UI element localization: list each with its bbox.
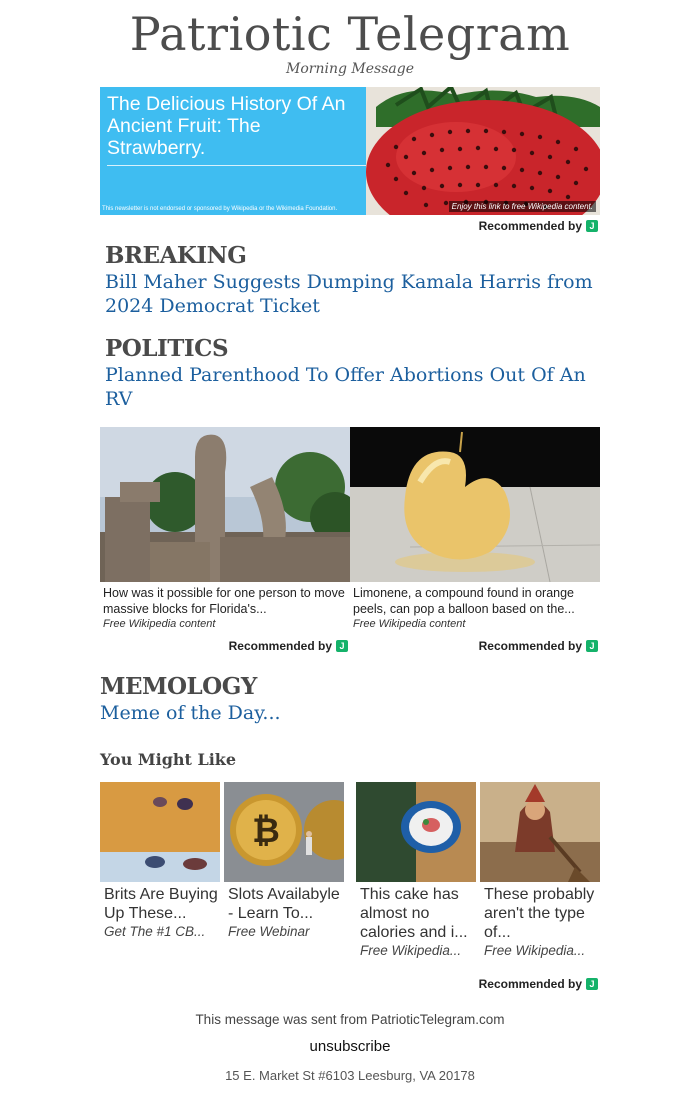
politics-heading: POLITICS xyxy=(105,335,229,362)
hero-ad-banner[interactable] xyxy=(100,87,600,215)
recommended-label: Recommended by xyxy=(478,977,582,991)
svg-text:₿: ₿ xyxy=(252,811,280,851)
recommended-label: Recommended by xyxy=(478,219,582,233)
grid-card-cake[interactable] xyxy=(356,782,476,960)
memology-heading: MEMOLOGY xyxy=(100,673,257,700)
bitcoin-image[interactable] xyxy=(224,782,344,882)
grid-card-title[interactable]: Slots Availabyle - Learn To... xyxy=(228,886,340,922)
limonene-source: Free Wikipedia content xyxy=(353,618,466,630)
hero-divider xyxy=(107,165,372,166)
you-might-like-grid xyxy=(100,782,600,972)
coral-castle-card[interactable] xyxy=(100,427,350,631)
coral-castle-text[interactable]: How was it possible for one person to move massive blocks for Florida's... xyxy=(103,586,345,616)
recommend-logo-icon: J xyxy=(586,978,598,990)
grid-card-source: Free Webinar xyxy=(228,924,310,939)
breaking-heading: BREAKING xyxy=(105,242,247,269)
limonene-card[interactable] xyxy=(350,427,600,631)
footer-address: 15 E. Market St #6103 Leesburg, VA 20178 xyxy=(225,1068,475,1083)
recommended-label: Recommended by xyxy=(228,639,332,653)
brand-title[interactable]: Patriotic Telegram xyxy=(129,7,571,61)
unsubscribe-link[interactable]: unsubscribe xyxy=(309,1038,391,1055)
grid-card-source: Get The #1 CB... xyxy=(104,924,206,939)
gummies-image[interactable] xyxy=(100,782,220,882)
politics-headline-link[interactable]: Planned Parenthood To Offer Abortions Out Of An RV xyxy=(105,364,586,410)
newsletter xyxy=(100,0,600,991)
recommended-pair xyxy=(100,427,600,657)
recommended-by-grid[interactable] xyxy=(479,977,598,991)
recommend-logo-icon: J xyxy=(336,640,348,652)
grid-card-source: Free Wikipedia... xyxy=(360,943,462,958)
grid-card-witch[interactable] xyxy=(480,782,600,960)
grid-card-title[interactable]: This cake has almost no calories and i... xyxy=(360,886,468,941)
recommended-by-hero[interactable] xyxy=(479,219,598,233)
recommend-logo-icon: J xyxy=(586,640,598,652)
recommended-by-right[interactable] xyxy=(479,639,598,653)
memology-section xyxy=(100,673,595,725)
politics-section xyxy=(105,335,600,411)
balloon-image[interactable] xyxy=(350,427,600,582)
breaking-headline-link[interactable]: Bill Maher Suggests Dumping Kamala Harris from 2024 Democrat Ticket xyxy=(105,271,593,317)
hero-caption: Enjoy this link to free Wikipedia content. xyxy=(449,201,596,212)
hero-title[interactable]: The Delicious History Of An Ancient Fruit: The Strawberry. xyxy=(107,93,346,159)
hero-disclaimer: This newsletter is not endorsed or sponsored by Wikipedia or the Wikimedia Foundation. xyxy=(102,206,338,212)
you-might-like-heading: You Might Like xyxy=(100,750,237,769)
grid-card-slots[interactable] xyxy=(224,782,344,941)
recommended-by-left[interactable] xyxy=(229,639,348,653)
tagline: Morning Message xyxy=(286,61,414,77)
recommend-logo-icon: J xyxy=(586,220,598,232)
footer-sent-from: This message was sent from PatrioticTelegram.com xyxy=(195,1012,505,1027)
meme-of-day-link[interactable]: Meme of the Day... xyxy=(100,702,281,724)
strawberry-image[interactable] xyxy=(366,87,600,215)
grid-card-title[interactable]: These probably aren't the type of... xyxy=(484,886,595,941)
masthead xyxy=(100,8,600,78)
illustration-image[interactable] xyxy=(480,782,600,882)
coral-castle-image[interactable] xyxy=(100,427,350,582)
recommended-label: Recommended by xyxy=(478,639,582,653)
breaking-section xyxy=(105,242,600,318)
grid-card-source: Free Wikipedia... xyxy=(484,943,586,958)
coral-castle-source: Free Wikipedia content xyxy=(103,618,216,630)
grid-card-title[interactable]: Brits Are Buying Up These... xyxy=(104,886,218,922)
limonene-text[interactable]: Limonene, a compound found in orange peels, can pop a balloon based on the... xyxy=(353,586,575,616)
cake-image[interactable] xyxy=(356,782,476,882)
grid-card-cbd[interactable] xyxy=(100,782,220,941)
